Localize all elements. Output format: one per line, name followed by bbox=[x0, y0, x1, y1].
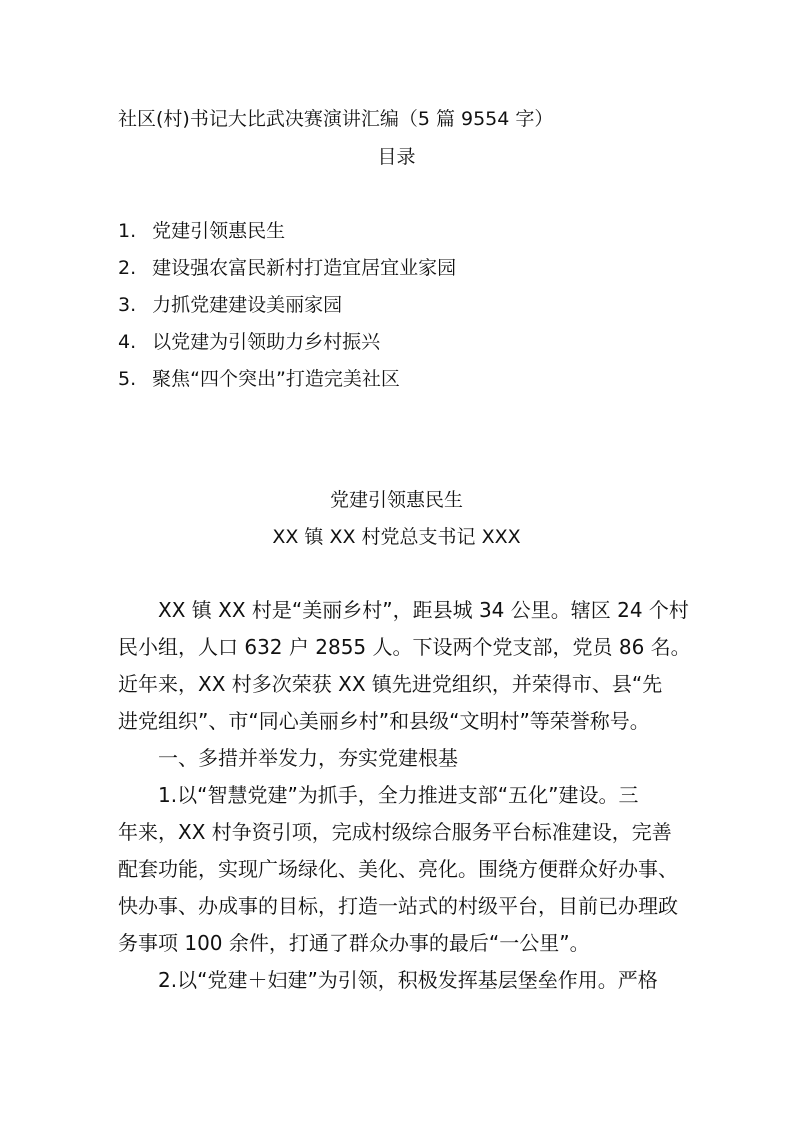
body-line: 快办事、办成事的目标，打造一站式的村级平台，目前已办理政 bbox=[118, 894, 678, 918]
body-line: 配套功能，实现广场绿化、美化、亮化。围绕方便群众好办事、 bbox=[118, 857, 678, 881]
toc-item bbox=[118, 365, 456, 402]
body-line: 近年来，XX 村多次荣获 XX 镇先进党组织，并荣得市、县“先 bbox=[118, 672, 663, 696]
toc-item bbox=[118, 328, 456, 365]
toc-item-label: 聚焦“四个突出”打造完美社区 bbox=[152, 368, 400, 390]
toc-item-number: 2. bbox=[118, 257, 137, 279]
article-author: XX 镇 XX 村党总支书记 XXX bbox=[272, 526, 521, 548]
toc-item bbox=[118, 291, 456, 328]
document-title: 社区(村)书记大比武决赛演讲汇编（5 篇 9554 字） bbox=[118, 108, 554, 130]
article-body bbox=[118, 592, 691, 999]
section-heading: 一、多措并举发力，夯实党建根基 bbox=[158, 746, 458, 770]
toc-item bbox=[118, 254, 456, 291]
toc-item-number: 5. bbox=[118, 368, 137, 390]
toc-item-label: 党建引领惠民生 bbox=[152, 220, 286, 242]
body-line: 务事项 100 余件，打通了群众办事的最后“一公里”。 bbox=[118, 931, 590, 955]
toc-item-label: 力抓党建建设美丽家园 bbox=[152, 294, 343, 316]
body-line: 年来，XX 村争资引项，完成村级综合服务平台标准建设，完善 bbox=[118, 820, 672, 844]
toc-item-number: 1. bbox=[118, 220, 137, 242]
body-line: XX 镇 XX 村是“美丽乡村”，距县城 34 公里。辖区 24 个村 bbox=[158, 598, 689, 622]
toc-item-number: 4. bbox=[118, 331, 137, 353]
toc-item-label: 建设强农富民新村打造宜居宜业家园 bbox=[152, 257, 457, 279]
toc-item-label: 以党建为引领助力乡村振兴 bbox=[152, 331, 381, 353]
body-line: 民小组，人口 632 户 2855 人。下设两个党支部，党员 86 名。 bbox=[118, 635, 691, 659]
toc-item bbox=[118, 217, 456, 254]
toc-item-number: 3. bbox=[118, 294, 137, 316]
body-line: 1.以“智慧党建”为抓手，全力推进支部“五化”建设。三 bbox=[158, 783, 639, 807]
body-line: 进党组织”、市“同心美丽乡村”和县级“文明村”等荣誉称号。 bbox=[118, 709, 650, 733]
toc-heading: 目录 bbox=[377, 146, 416, 168]
table-of-contents bbox=[118, 217, 456, 402]
article-title: 党建引领惠民生 bbox=[329, 489, 463, 511]
body-line: 2.以“党建＋妇建”为引领，积极发挥基层堡垒作用。严格 bbox=[158, 968, 658, 992]
